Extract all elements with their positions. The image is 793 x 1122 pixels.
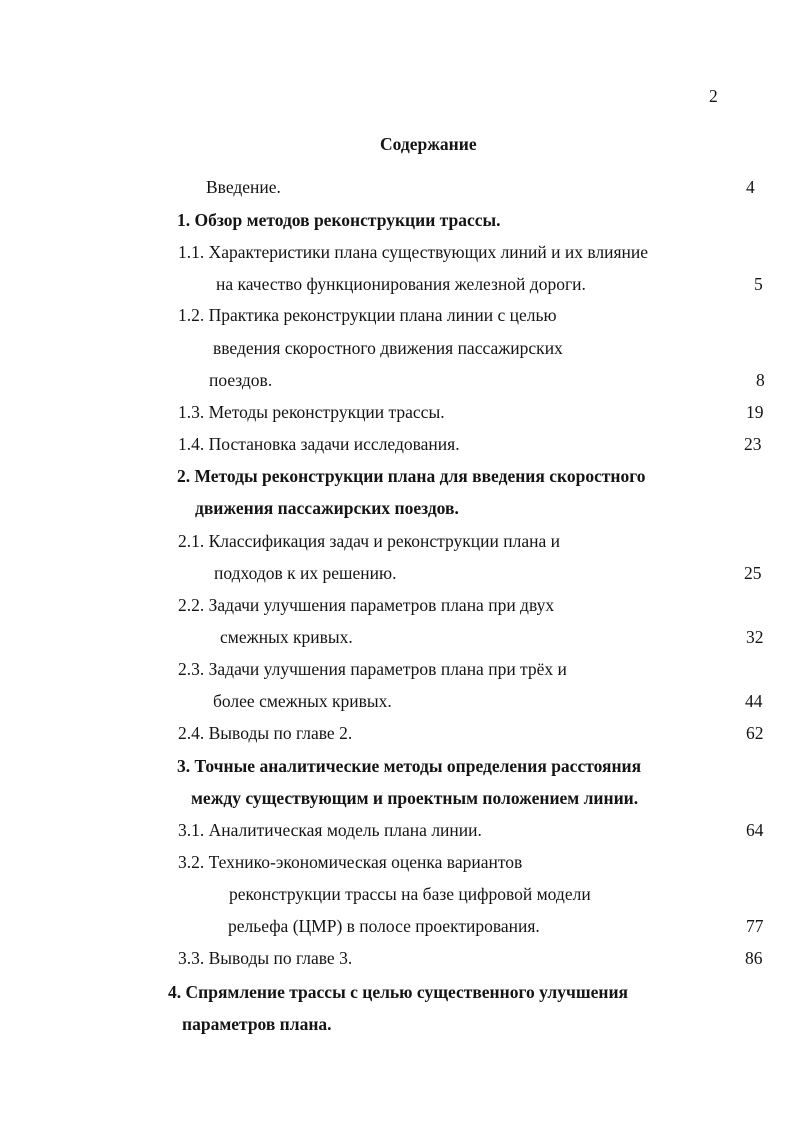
toc-page: 8 [756,370,765,390]
toc-entry: 2.1. Классификация задач и реконструкции плана и [178,531,560,551]
toc-entry: подходов к их решению. [214,563,397,583]
toc-page: 5 [754,274,763,294]
toc-entry: 1.1. Характеристики плана существующих линий и их влияние [178,242,649,262]
toc-entry: 2.2. Задачи улучшения параметров плана при двух [178,595,555,615]
toc-chapter: 4. Спрямление трассы с целью существенного улучшения [168,982,629,1002]
toc-entry: введения скоростного движения пассажирских [213,338,563,358]
toc-entry: Введение. [206,177,281,197]
toc-chapter: движения пассажирских поездов. [195,498,459,518]
toc-entry: реконструкции трассы на базе цифровой модели [229,884,591,904]
toc-entry: 3.3. Выводы по главе 3. [178,948,353,968]
toc-chapter: параметров плана. [182,1014,332,1034]
toc-chapter: 3. Точные аналитические методы определения расстояния [177,756,642,776]
toc-entry: более смежных кривых. [213,691,392,711]
toc-page: 64 [746,820,764,840]
toc-entry: 3.1. Аналитическая модель плана линии. [178,820,482,840]
toc-page: 25 [744,563,762,583]
toc-page: 44 [745,691,763,711]
toc-page: 19 [746,402,764,422]
toc-page: 4 [746,177,755,197]
toc-page: 32 [746,627,764,647]
toc-entry: рельефа (ЦМР) в полосе проектирования. [228,916,540,936]
toc-entry: 2.4. Выводы по главе 2. [178,723,353,743]
toc-chapter: 2. Методы реконструкции плана для введения скоростного [177,466,646,486]
toc-entry: 1.4. Постановка задачи исследования. [178,434,460,454]
toc-page: 62 [746,723,764,743]
toc-entry: на качество функционирования железной дороги. [216,274,586,294]
toc-entry: смежных кривых. [220,627,353,647]
toc-chapter: 1. Обзор методов реконструкции трассы. [177,210,501,230]
page-title: Содержание [380,134,477,154]
toc-chapter: между существующим и проектным положением линии. [191,788,639,808]
toc-entry: 2.3. Задачи улучшения параметров плана при трёх и [178,659,567,679]
toc-entry: 1.2. Практика реконструкции плана линии с целью [178,305,557,325]
page-number: 2 [709,86,718,106]
toc-entry: 1.3. Методы реконструкции трассы. [178,402,445,422]
toc-page: 23 [744,434,762,454]
toc-page: 86 [745,948,763,968]
toc-entry: 3.2. Технико-экономическая оценка вариантов [178,852,523,872]
toc-entry: поездов. [209,370,273,390]
toc-page: 77 [746,916,764,936]
